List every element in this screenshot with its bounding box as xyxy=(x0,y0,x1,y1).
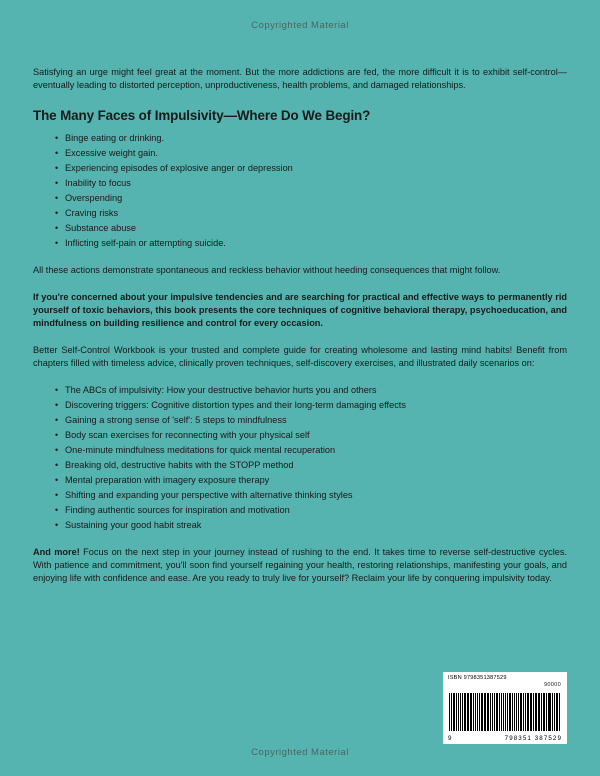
section-heading: The Many Faces of Impulsivity—Where Do We Begin? xyxy=(33,108,371,124)
list-item: • Discovering triggers: Cognitive distortion types and their long-term damaging effects xyxy=(33,399,567,413)
list-item: • Overspending xyxy=(33,192,567,206)
watermark-bottom: Copyrighted Material xyxy=(251,747,349,758)
barcode-digits xyxy=(448,735,562,742)
chapters-list xyxy=(33,384,567,533)
list-item: • Shifting and expanding your perspective with alternative thinking styles xyxy=(33,489,567,503)
price-code: 90000 xyxy=(543,682,561,688)
list-item: • Breaking old, destructive habits with the STOPP method xyxy=(33,459,567,473)
watermark-top: Copyrighted Material xyxy=(251,20,349,31)
closing-rest: Focus on the next step in your journey instead of rushing to the end. It takes time to reverse self-destructive cycles. With patience and commitment, you'll soon find yourself regaining your health, restoring relationships, manifesting your goals, and enjoying life with confidence and ease. Are you ready to truly live for yourself? Reclaim your life by conquering impulsivity today. xyxy=(33,546,568,583)
list-item: • Craving risks xyxy=(33,207,567,221)
barcode-digits-right: 798351 387529 xyxy=(504,735,562,742)
closing-lead: And more! xyxy=(33,546,80,557)
list-item: • Inability to focus xyxy=(33,177,567,191)
barcode-digits-left: 9 xyxy=(448,735,453,742)
after-list-paragraph: All these actions demonstrate spontaneous and reckless behavior without heeding consequences that might follow. xyxy=(33,264,501,275)
isbn-label: ISBN 9798351387529 xyxy=(448,675,507,681)
impulsivity-list xyxy=(33,132,567,251)
intro-paragraph: Satisfying an urge might feel great at the moment. But the more addictions are fed, the more difficult it is to exhibit self-control—eventually leading to distorted perception, unproductiveness, health problems, and damaged relationships. xyxy=(33,67,567,91)
list-item: • Gaining a strong sense of 'self': 5 steps to mindfulness xyxy=(33,414,567,428)
list-item: • Finding authentic sources for inspiration and motivation xyxy=(33,504,567,518)
list-item: • Inflicting self-pain or attempting suicide. xyxy=(33,237,567,251)
list-item: • The ABCs of impulsivity: How your destructive behavior hurts you and others xyxy=(33,384,567,398)
list-item: • Binge eating or drinking. xyxy=(33,132,567,146)
barcode-block xyxy=(443,672,567,744)
barcode-bars xyxy=(449,693,561,731)
list-item: • Experiencing episodes of explosive anger or depression xyxy=(33,162,567,176)
closing-paragraph xyxy=(33,546,567,585)
list-item: • One-minute mindfulness meditations for quick mental recuperation xyxy=(33,444,567,458)
bold-pitch-paragraph: If you're concerned about your impulsive tendencies and are searching for practical and effective ways to permanently rid yourself of toxic behaviors, this book presents the core techniques of cognitive behavioral therapy, psychoeducation, and mindfulness on building resilience and control for every occasion. xyxy=(33,291,567,328)
list-item: • Mental preparation with imagery exposure therapy xyxy=(33,474,567,488)
workbook-paragraph: Better Self-Control Workbook is your trusted and complete guide for creating wholesome and lasting mind habits! Benefit from chapters filled with timeless advice, clinically proven techniques, self-discovery exercises, and illustrated daily scenarios on: xyxy=(33,345,567,369)
list-item: • Sustaining your good habit streak xyxy=(33,519,567,533)
list-item: • Substance abuse xyxy=(33,222,567,236)
list-item: • Excessive weight gain. xyxy=(33,147,567,161)
cover-content xyxy=(33,66,567,597)
list-item: • Body scan exercises for reconnecting with your physical self xyxy=(33,429,567,443)
